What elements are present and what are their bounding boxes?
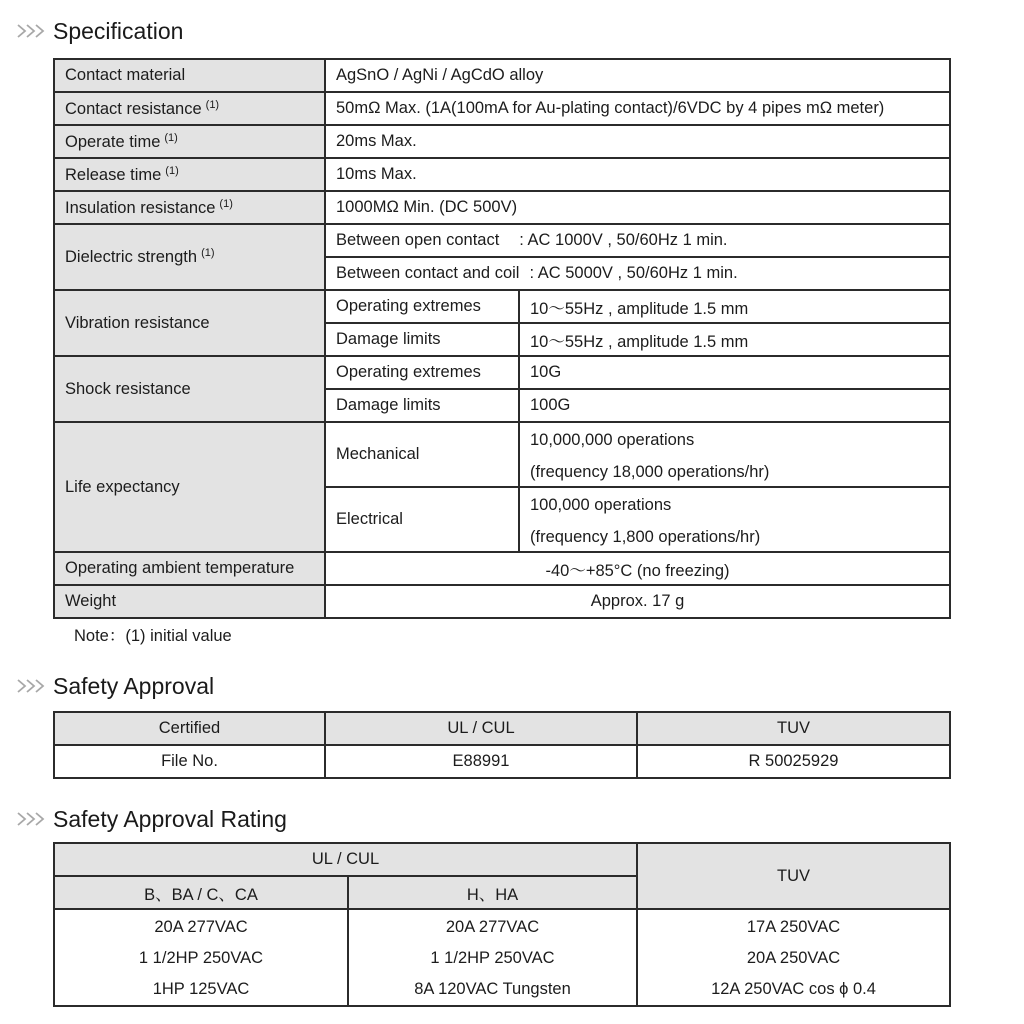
rating-subheader-b-ba-c-ca: B、BA / C、CA <box>54 876 348 909</box>
rating-header-tuv: TUV <box>637 843 950 909</box>
weight-label: Weight <box>54 585 325 618</box>
insulation-resistance-value: 1000MΩ Min. (DC 500V) <box>325 191 950 224</box>
rating-col-h-ha: 20A 277VAC 1 1/2HP 250VAC 8A 120VAC Tungsten <box>348 909 637 1006</box>
table-row <box>54 909 950 1006</box>
vibration-damage-label: Damage limits <box>325 323 519 356</box>
insulation-resistance-label: Insulation resistance $^{(1)}$ <box>54 191 325 224</box>
triple-chevron-icon <box>16 23 50 39</box>
approval-header-certified: Certified <box>54 712 325 745</box>
spec-title: Specification <box>53 17 184 44</box>
life-mechanical-label: Mechanical <box>325 422 519 487</box>
safety-rating-table <box>53 842 951 1007</box>
rating-section-header <box>16 804 287 834</box>
table-row <box>54 356 950 389</box>
contact-material-value: AgSnO / AgNi / AgCdO alloy <box>325 59 950 92</box>
table-row <box>54 224 950 257</box>
safety-approval-table <box>53 711 951 779</box>
specification-table <box>53 58 951 619</box>
rating-title: Safety Approval Rating <box>53 805 287 832</box>
table-row <box>54 125 950 158</box>
spec-section-header <box>16 16 183 46</box>
shock-resistance-label: Shock resistance <box>54 356 325 422</box>
footnote-ref: (1) <box>164 131 178 144</box>
shock-damage-label: Damage limits <box>325 389 519 422</box>
approval-title: Safety Approval <box>53 672 215 699</box>
vibration-resistance-label: Vibration resistance <box>54 290 325 356</box>
approval-section-header <box>16 671 214 701</box>
rating-col-tuv: 17A 250VAC 20A 250VAC 12A 250VAC cos ϕ 0.4 <box>637 909 950 1006</box>
life-electrical-label: Electrical <box>325 487 519 552</box>
ambient-temperature-label: Operating ambient temperature <box>54 552 325 585</box>
table-row <box>54 191 950 224</box>
table-row <box>54 552 950 585</box>
footnote-ref: (1) <box>165 164 179 177</box>
release-time-value: 10ms Max. <box>325 158 950 191</box>
shock-operating-value: 10G <box>519 356 950 389</box>
weight-value: Approx. 17 g <box>325 585 950 618</box>
contact-material-label: Contact material <box>54 59 325 92</box>
rating-col-b-ba-c-ca: 20A 277VAC 1 1/2HP 250VAC 1HP 125VAC <box>54 909 348 1006</box>
table-row <box>54 745 950 778</box>
dielectric-strength-label: Dielectric strength $^{(1)}$ <box>54 224 325 290</box>
approval-tuv-file: R 50025929 <box>637 745 950 778</box>
operate-time-label: Operate time $^{(1)}$ <box>54 125 325 158</box>
approval-header-tuv: TUV <box>637 712 950 745</box>
table-row <box>54 422 950 487</box>
life-electrical-value: 100,000 operations (frequency 1,800 operations/hr) <box>519 487 950 552</box>
vibration-operating-label: Operating extremes <box>325 290 519 323</box>
rating-subheader-h-ha: H、HA <box>348 876 637 909</box>
table-row <box>54 59 950 92</box>
release-time-label: Release time $^{(1)}$ <box>54 158 325 191</box>
table-row <box>54 712 950 745</box>
operate-time-value: 20ms Max. <box>325 125 950 158</box>
ambient-temperature-value: -40～+85°C (no freezing) <box>325 552 950 585</box>
contact-resistance-value: 50mΩ Max. (1A(100mA for Au-plating contact)/6VDC by 4 pipes mΩ meter) <box>325 92 950 125</box>
table-row <box>54 92 950 125</box>
life-mechanical-value: 10,000,000 operations (frequency 18,000 operations/hr) <box>519 422 950 487</box>
triple-chevron-icon <box>16 811 50 827</box>
dielectric-open-contact: Between open contact : AC 1000V , 50/60Hz 1 min. <box>325 224 950 257</box>
table-row <box>54 585 950 618</box>
approval-ul-file: E88991 <box>325 745 637 778</box>
rating-header-ul: UL / CUL <box>54 843 637 876</box>
footnote-ref: (1) <box>205 98 220 111</box>
footnote-ref: (1) <box>219 197 233 210</box>
approval-file-label: File No. <box>54 745 325 778</box>
shock-damage-value: 100G <box>519 389 950 422</box>
dielectric-contact-coil: Between contact and coil : AC 5000V , 50/60Hz 1 min. <box>325 257 950 290</box>
footnote-note: Note：(1) initial value <box>74 627 232 645</box>
table-row <box>54 290 950 323</box>
contact-resistance-label: Contact resistance $^{(1)}$ <box>54 92 325 125</box>
triple-chevron-icon <box>16 678 50 694</box>
table-row <box>54 843 950 876</box>
shock-operating-label: Operating extremes <box>325 356 519 389</box>
life-expectancy-label: Life expectancy <box>54 422 325 552</box>
approval-header-ul: UL / CUL <box>325 712 637 745</box>
vibration-operating-value: 10～55Hz , amplitude 1.5 mm <box>519 290 950 323</box>
vibration-damage-value: 10～55Hz , amplitude 1.5 mm <box>519 323 950 356</box>
footnote-ref: (1) <box>201 247 215 259</box>
table-row <box>54 158 950 191</box>
